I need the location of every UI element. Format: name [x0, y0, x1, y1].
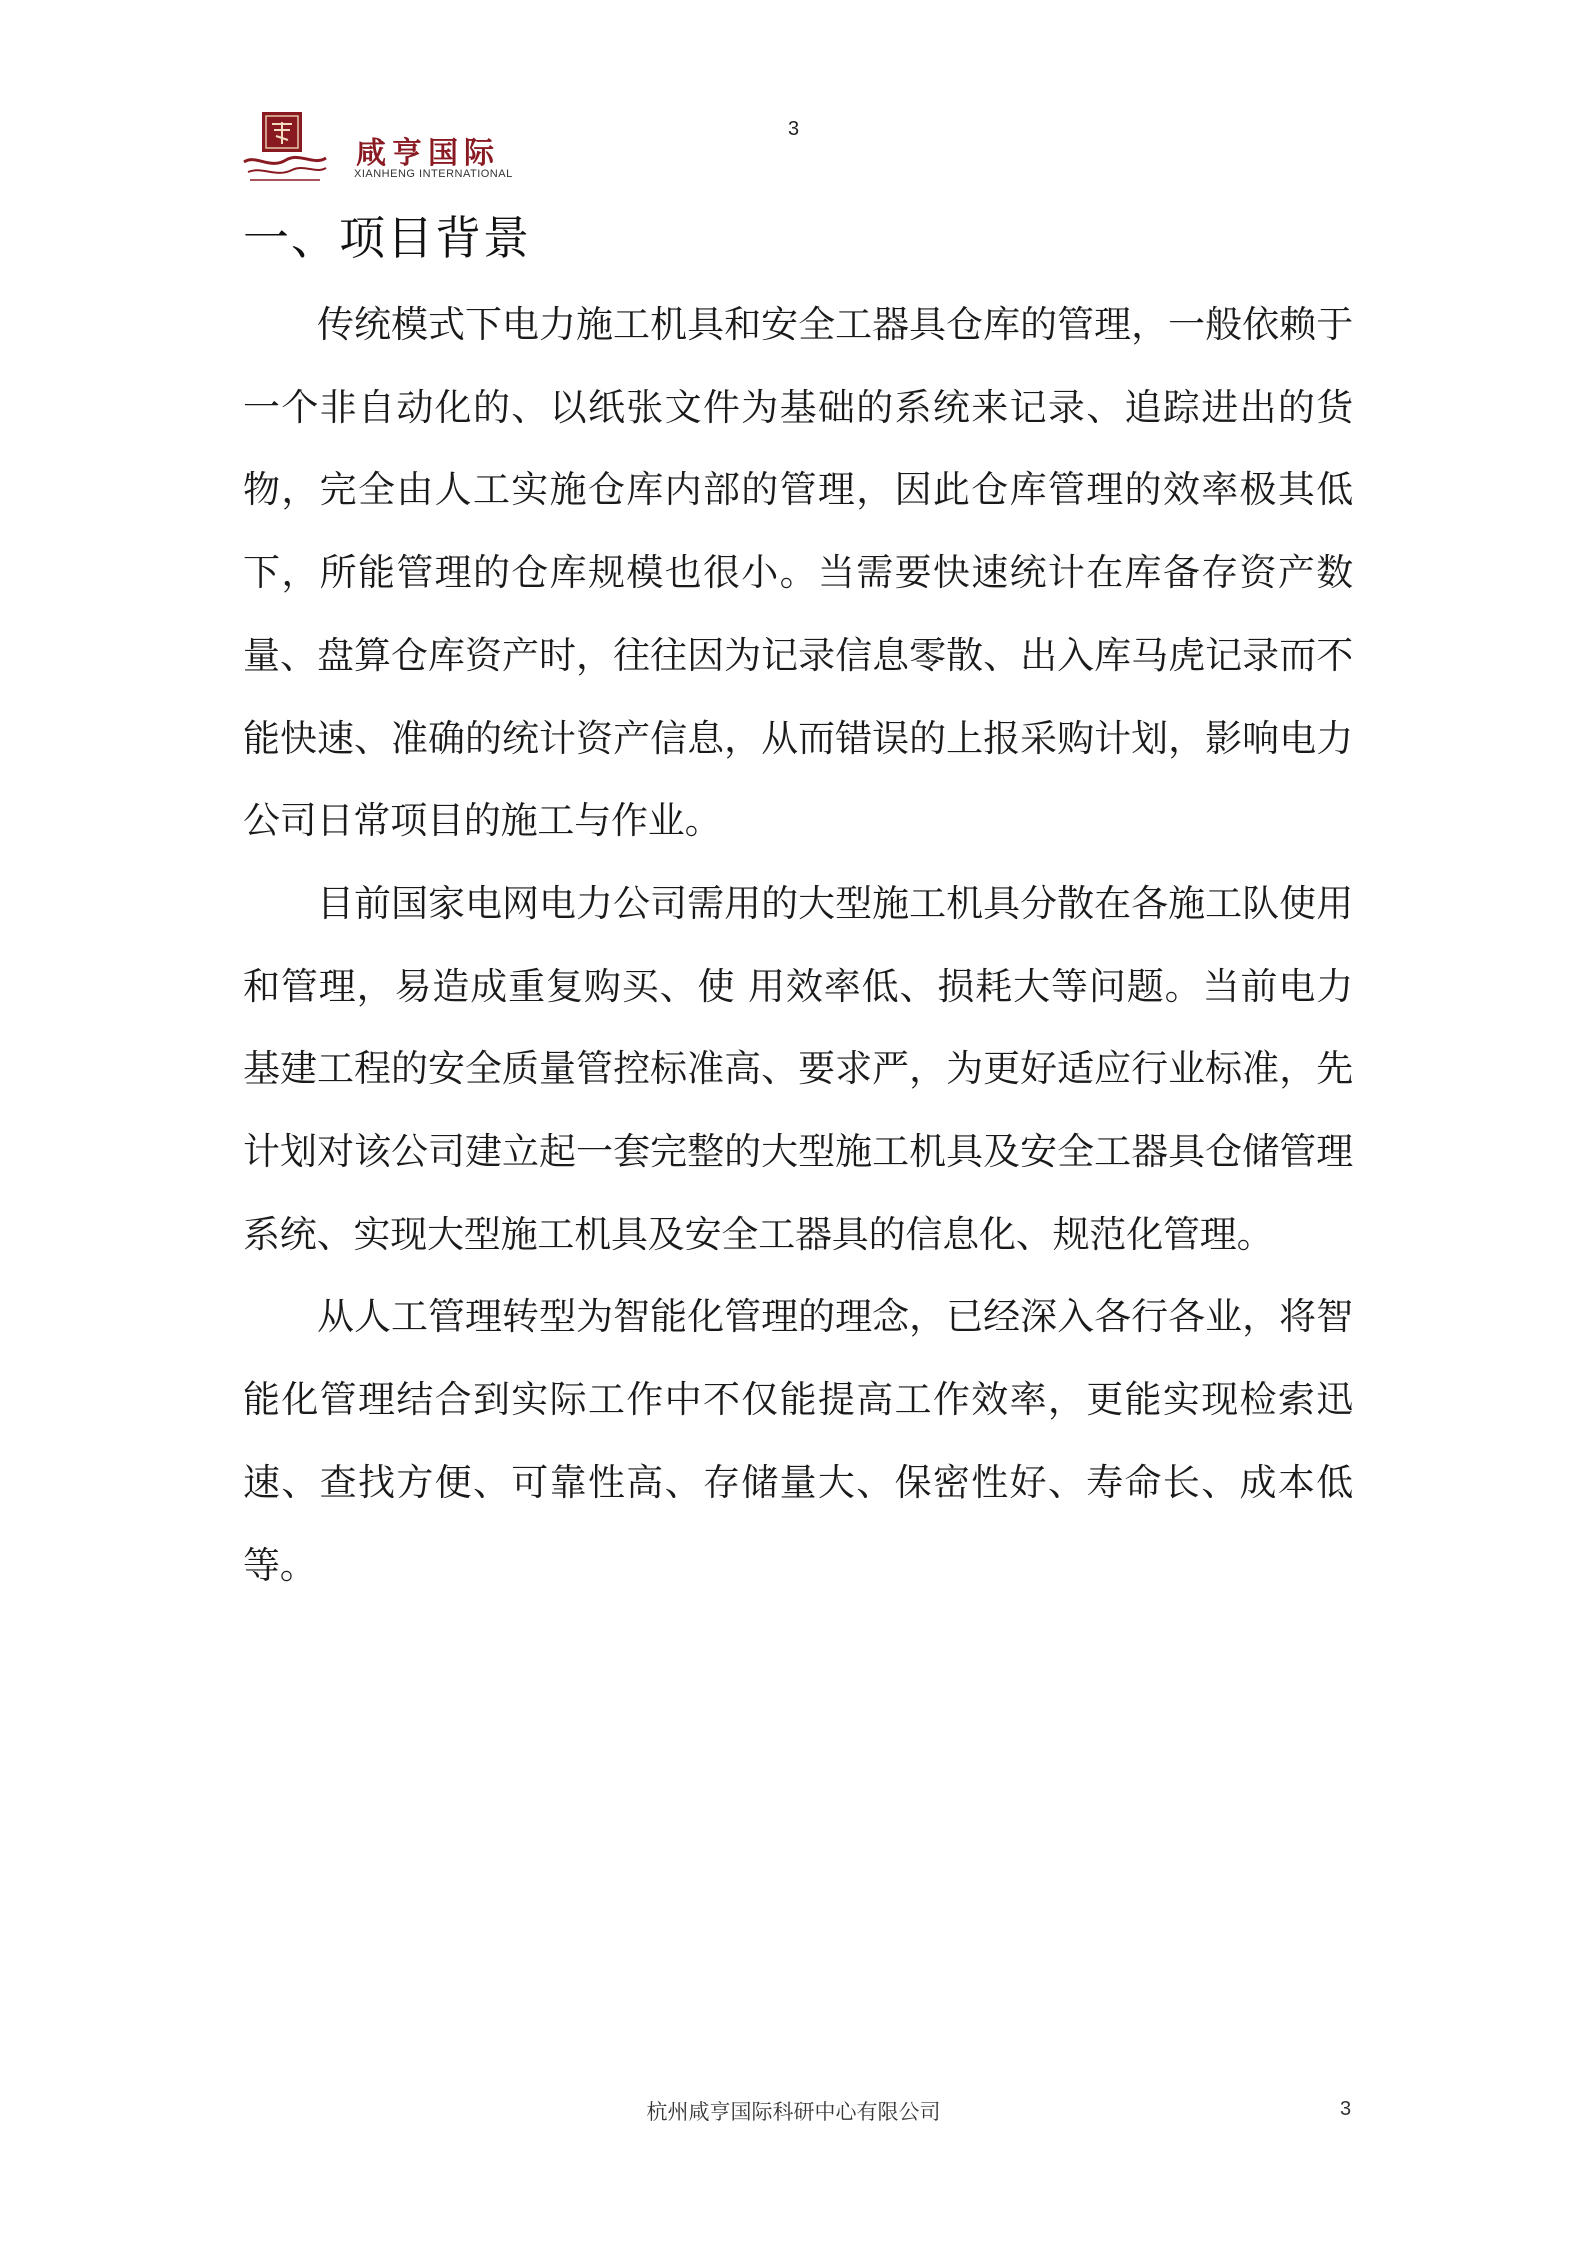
footer-company-name: 杭州咸亨国际科研中心有限公司 [646, 2100, 941, 2124]
header-page-number: 3 [787, 118, 800, 140]
logo-english-name: XIANHENG INTERNATIONAL [354, 168, 513, 180]
section-heading: 一、项目背景 [243, 211, 531, 265]
footer-page-number: 3 [1340, 2098, 1352, 2120]
logo-emblem-icon [240, 110, 330, 184]
logo-chinese-name: 咸亨国际 [356, 136, 500, 171]
body-text [243, 284, 1353, 1607]
paragraph: 传统模式下电力施工机具和安全工器具仓库的管理，一般依赖于一个非自动化的、以纸张文件为基础的系统来记录、追踪进出的货物，完全由人工实施仓库内部的管理，因此仓库管理的效率极其低下，所能管理的仓库规模也很小。当需要快速统计在库备存资产数量、盘算仓库资产时，往往因为记录信息零散、出入库马虎记录而不能快速、准确的统计资产信息，从而错误的上报采购计划，影响电力公司日常项目的施工与作业。 [243, 303, 1353, 843]
paragraph: 目前国家电网电力公司需用的大型施工机具分散在各施工队使用和管理，易造成重复购买、使 用效率低、损耗大等问题。当前电力基建工程的安全质量管控标准高、要求严，为更好适应行业标准，先计划对该公司建立起一套完整的大型施工机具及安全工器具仓储管理系统、实现大型施工机具及安全工器具的信息化、规范化管理。 [243, 881, 1353, 1256]
paragraph: 从人工管理转型为智能化管理的理念，已经深入各行各业，将智能化管理结合到实际工作中不仅能提高工作效率，更能实现检索迅速、查找方便、可靠性高、存储量大、保密性好、寿命长、成本低等。 [243, 1295, 1353, 1587]
company-logo [240, 110, 520, 190]
